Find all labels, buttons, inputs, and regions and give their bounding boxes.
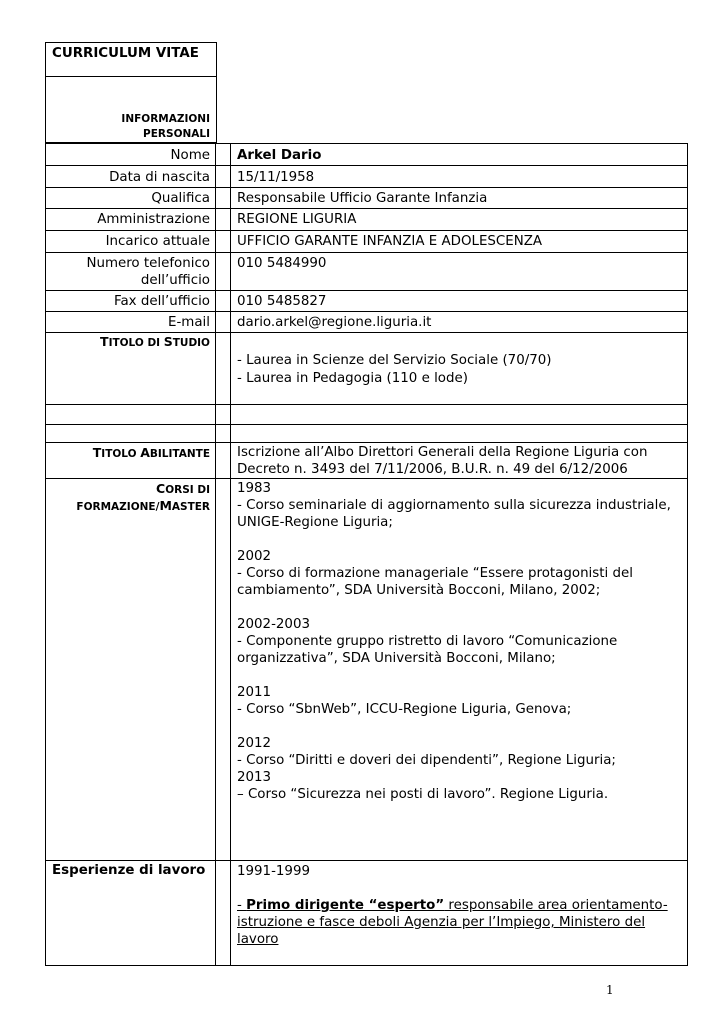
amministrazione-label: Amministrazione: [97, 212, 210, 227]
fax-value: 010 5485827: [237, 294, 327, 309]
corsi-line: – Corso “Sicurezza nei posti di lavoro”. Regione Liguria.: [237, 787, 609, 802]
titolo-studio-label: TITOLO DI STUDIO: [100, 334, 210, 349]
corsi-line: [237, 667, 671, 684]
row-divider: [45, 252, 688, 253]
column-divider: [230, 143, 231, 966]
corsi-line: 2002: [237, 549, 272, 564]
corsi-line: 2012: [237, 736, 272, 751]
row-divider: [45, 478, 688, 479]
row-divider: [45, 165, 688, 166]
page-title: CURRICULUM VITAE: [52, 46, 199, 61]
fax-label: Fax dell’ufficio: [113, 294, 210, 309]
qualifica-label: Qualifica: [151, 191, 210, 206]
row-divider: [45, 230, 688, 231]
divider: [45, 76, 217, 77]
corsi-line: 2002-2003: [237, 617, 310, 632]
corsi-line: 1983: [237, 481, 272, 496]
row-divider: [45, 442, 688, 443]
nome-value: Arkel Dario: [237, 148, 322, 163]
esperienze-label: Esperienze di lavoro: [52, 863, 206, 878]
corsi-line: - Corso “SbnWeb”, ICCU-Regione Liguria, Genova;: [237, 702, 572, 717]
nascita-value: 15/11/1958: [237, 170, 315, 185]
corsi-line: [237, 531, 671, 548]
section-heading-informazioni: INFORMAZIONI PERSONALI: [121, 113, 210, 140]
telefono-value: 010 5484990: [237, 256, 327, 271]
abilitante-text: Decreto n. 3493 del 7/11/2006, B.U.R. n. 49 del 6/12/2006: [237, 462, 628, 477]
abilitante-text: Iscrizione all’Albo Direttori Generali della Regione Liguria con: [237, 445, 648, 460]
studio-item: - Laurea in Pedagogia (110 e lode): [237, 371, 468, 386]
titolo-abilitante-label: TITOLO ABILITANTE: [92, 445, 210, 460]
corsi-line: - Corso “Diritti e doveri dei dipendenti”, Regione Liguria;: [237, 753, 616, 768]
telefono-label: Numero telefonico dell’ufficio: [86, 256, 210, 288]
corsi-line: - Corso seminariale di aggiornamento sulla sicurezza industriale,: [237, 498, 671, 513]
nascita-label: Data di nascita: [109, 170, 210, 185]
column-divider: [215, 143, 216, 966]
corsi-line: cambiamento”, SDA Università Bocconi, Milano, 2002;: [237, 583, 601, 598]
email-value[interactable]: dario.arkel@regione.liguria.it: [237, 315, 432, 330]
esperienze-period: 1991-1999: [237, 864, 310, 879]
row-divider: [45, 404, 688, 405]
studio-item: - Laurea in Scienze del Servizio Sociale (70/70): [237, 353, 552, 368]
corsi-line: 2013: [237, 770, 272, 785]
qualifica-value: Responsabile Ufficio Garante Infanzia: [237, 191, 488, 206]
corsi-line: 2011: [237, 685, 272, 700]
row-divider: [45, 208, 688, 209]
row-divider: [45, 424, 688, 425]
row-divider: [45, 332, 688, 333]
row-divider: [45, 311, 688, 312]
corsi-line: UNIGE-Regione Liguria;: [237, 515, 393, 530]
corsi-list: [237, 480, 671, 803]
row-divider: [45, 187, 688, 188]
esperienze-role: - Primo dirigente “esperto” responsabile area orientamento- istruzione e fasce deboli Agenzia per l’Impiego, Ministero del lavoro: [237, 898, 668, 947]
corsi-line: [237, 599, 671, 616]
nome-label: Nome: [170, 148, 210, 163]
corsi-line: - Corso di formazione manageriale “Essere protagonisti del: [237, 566, 633, 581]
incarico-value: UFFICIO GARANTE INFANZIA E ADOLESCENZA: [237, 234, 543, 249]
incarico-label: Incarico attuale: [105, 234, 210, 249]
email-label: E-mail: [168, 315, 210, 330]
corsi-line: [237, 718, 671, 735]
row-divider: [45, 290, 688, 291]
page-number: 1: [606, 983, 614, 997]
corsi-line: organizzativa”, SDA Università Bocconi, Milano;: [237, 651, 556, 666]
corsi-label: CORSI DI FORMAZIONE/MASTER: [76, 481, 210, 513]
corsi-line: - Componente gruppo ristretto di lavoro “Comunicazione: [237, 634, 618, 649]
row-divider: [45, 860, 688, 861]
amministrazione-value: REGIONE LIGURIA: [237, 212, 357, 227]
